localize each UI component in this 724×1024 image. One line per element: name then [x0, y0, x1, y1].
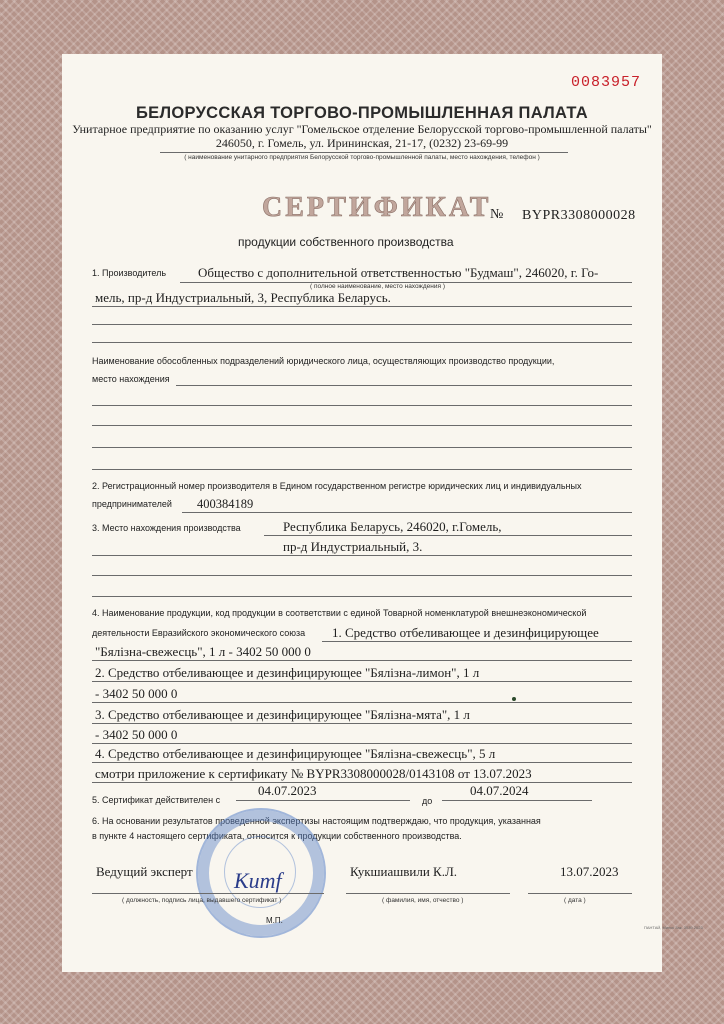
certificate-subtitle: продукции собственного производства	[238, 235, 454, 249]
serial-number: 0083957	[571, 74, 642, 91]
producer-value-line2: мель, пр-д Индустриальный, 3, Республика Беларусь.	[95, 290, 391, 305]
rule	[92, 762, 632, 763]
date-caption: ( дата )	[564, 897, 586, 904]
product-line: 3. Средство отбеливающее и дезинфицирующее "Бялізна-мята", 1 л	[95, 707, 470, 722]
validity-to-label: до	[422, 796, 433, 806]
products-label-line1: 4. Наименование продукции, код продукции в соответствии с единой Товарной номенклатурой внешнеэкономической	[92, 608, 587, 618]
certificate-number: BYPR3308000028	[522, 208, 636, 223]
rule	[322, 641, 632, 642]
printer-imprint: ПАНТАЙ, Минск Зак. 3039 2023	[644, 925, 703, 930]
location-value-line1: Республика Беларусь, 246020, г.Гомель,	[283, 519, 502, 534]
location-value-line2: пр-д Индустриальный, 3.	[283, 539, 423, 554]
rule	[92, 306, 632, 307]
issuer-line1: Унитарное предприятие по оказанию услуг "Гомельское отделение Белорусской торгово-промышленной палаты"	[72, 122, 652, 136]
product-line: - 3402 50 000 0	[95, 686, 178, 701]
rule	[92, 324, 632, 325]
rule	[92, 743, 632, 744]
rule	[92, 893, 324, 894]
rule	[92, 681, 632, 682]
rule	[182, 512, 632, 513]
registration-label-line2: предпринимателей	[92, 499, 172, 509]
product-line: 2. Средство отбеливающее и дезинфицирующее "Бялізна-лимон", 1 л	[95, 665, 480, 680]
seal-place-mark: М.П.	[266, 916, 283, 925]
rule	[236, 800, 410, 801]
rule	[92, 447, 632, 448]
number-sign: №	[490, 207, 504, 222]
rule	[92, 469, 632, 470]
location-label: 3. Место нахождения производства	[92, 523, 241, 533]
rule	[92, 405, 632, 406]
rule	[92, 575, 632, 576]
rule	[346, 893, 510, 894]
expert-signature: Kumf	[234, 868, 282, 893]
products-label-line2: деятельности Евразийского экономического союза	[92, 628, 306, 638]
product-line: - 3402 50 000 0	[95, 727, 178, 742]
confirmation-line2: в пункте 4 настоящего сертификата, относится к продукции собственного производства.	[92, 831, 462, 841]
rule	[92, 782, 632, 783]
validity-label: 5. Сертификат действителен с	[92, 795, 221, 805]
producer-caption: ( полное наименование, место нахождения )	[310, 283, 445, 290]
product-line: смотри приложение к сертификату № BYPR3308000028/0143108 от 13.07.2023	[95, 766, 532, 781]
issuer-divider	[160, 152, 568, 153]
validity-to: 04.07.2024	[470, 783, 529, 798]
rule	[92, 702, 632, 703]
rule	[92, 596, 632, 597]
signer-role: Ведущий эксперт	[96, 864, 193, 879]
product-line: 1. Средство отбеливающее и дезинфицирующее	[332, 625, 599, 640]
registration-number: 400384189	[197, 497, 254, 511]
registration-label-line1: 2. Регистрационный номер производителя в Едином государственном регистре юридических лиц и индивидуальных	[92, 481, 582, 491]
confirmation-line1: 6. На основании результатов проведенной экспертизы настоящим подтверждаю, что продукция, указанная	[92, 816, 541, 826]
issuer-line2: 246050, г. Гомель, ул. Ирининская, 21-17, (0232) 23-69-99	[215, 136, 509, 150]
signer-name: Кукшиашвили К.Л.	[350, 864, 458, 879]
signature-date: 13.07.2023	[560, 864, 619, 879]
rule	[528, 893, 632, 894]
signature-caption: ( должность, подпись лица, выдавшего сертификат )	[122, 897, 282, 904]
product-line: "Бялізна-свежесць", 1 л - 3402 50 000 0	[95, 644, 311, 659]
issuer-caption: ( наименование унитарного предприятия Белорусской торгово-промышленной палаты, место нахождения, телефон )	[184, 154, 540, 161]
rule	[176, 385, 632, 386]
certificate-title: СЕРТИФИКАТ	[262, 192, 492, 223]
product-line: 4. Средство отбеливающее и дезинфицирующее "Бялізна-свежесць", 5 л	[95, 746, 496, 761]
issuer-name: БЕЛОРУССКАЯ ТОРГОВО-ПРОМЫШЛЕННАЯ ПАЛАТА	[136, 104, 588, 122]
rule	[92, 342, 632, 343]
rule	[92, 723, 632, 724]
rule	[92, 660, 632, 661]
validity-from: 04.07.2023	[258, 783, 317, 798]
subdivisions-label-line1: Наименование обособленных подразделений юридического лица, осуществляющих производство продукции,	[92, 356, 555, 366]
rule	[442, 800, 592, 801]
name-caption: ( фамилия, имя, отчество )	[382, 897, 464, 904]
rule	[92, 425, 632, 426]
producer-value-line1: Общество с дополнительной ответственностью "Будмаш", 246020, г. Го-	[198, 265, 599, 280]
rule	[264, 535, 632, 536]
rule	[92, 555, 632, 556]
ink-dot	[512, 697, 516, 701]
subdivisions-label-line2: место нахождения	[92, 374, 170, 384]
producer-label: 1. Производитель	[92, 268, 167, 278]
